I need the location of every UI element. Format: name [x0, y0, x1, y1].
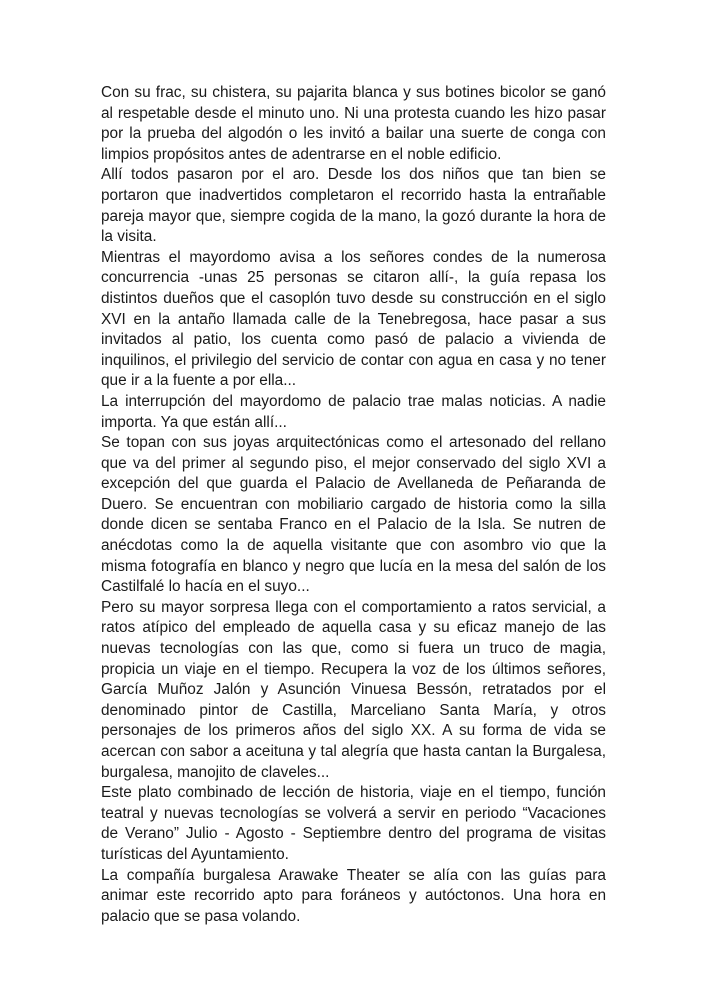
- paragraph-1: Con su frac, su chistera, su pajarita blanca y sus botines bicolor se ganó al respetable desde el minuto uno. Ni una protesta cuando les hizo pasar por la prueba del algodón o les invitó a bailar una suerte de conga con limpios propósitos antes de adentrarse en el noble edificio.: [101, 84, 606, 163]
- paragraph-4: La interrupción del mayordomo de palacio trae malas noticias. A nadie importa. Ya que están allí...: [101, 392, 606, 431]
- paragraph-6: Pero su mayor sorpresa llega con el comportamiento a ratos servicial, a ratos atípico del empleado de aquella casa y su eficaz manejo de las nuevas tecnologías con las que, como si fuera un truco de magia, propicia un viaje en el tiempo. Recupera la voz de los últimos señores, García Muñoz Jalón y Asunción Vinuesa Bessón, retratados por el denominado pintor de Castilla, Marceliano Santa María, y otros personajes de los primeros años del siglo XX. A su forma de vida se acercan con sabor a aceituna y tal alegría que hasta cantan la Burgalesa, burgalesa, manojito de claveles...: [101, 598, 606, 781]
- article-body: [101, 83, 606, 927]
- paragraph-7: Este plato combinado de lección de historia, viaje en el tiempo, función teatral y nuevas tecnologías se volverá a servir en periodo “Vacaciones de Verano” Julio - Agosto - Septiembre dentro del programa de visitas turísticas del Ayuntamiento.: [101, 784, 606, 863]
- paragraph-3: Mientras el mayordomo avisa a los señores condes de la numerosa concurrencia -unas 25 personas se citaron allí-, la guía repasa los distintos dueños que el casoplón tuvo desde su construcción en el siglo XVI en la antaño llamada calle de la Tenebregosa, hace pasar a sus invitados al patio, los cuenta como pasó de palacio a vivienda de inquilinos, el privilegio del servicio de contar con agua en casa y no tener que ir a la fuente a por ella...: [101, 248, 606, 390]
- paragraph-5: Se topan con sus joyas arquitectónicas como el artesonado del rellano que va del primer al segundo piso, el mejor conservado del siglo XVI a excepción del que guarda el Palacio de Avellaneda de Peñaranda de Duero. Se encuentran con mobiliario cargado de historia como la silla donde dicen se sentaba Franco en el Palacio de la Isla. Se nutren de anécdotas como la de aquella visitante que con asombro vio que la misma fotografía en blanco y negro que lucía en la mesa del salón de los Castilfalé lo hacía en el suyo...: [101, 434, 606, 596]
- paragraph-8: La compañía burgalesa Arawake Theater se alía con las guías para animar este recorrido apto para foráneos y autóctonos. Una hora en palacio que se pasa volando.: [101, 866, 606, 925]
- paragraph-2: Allí todos pasaron por el aro. Desde los dos niños que tan bien se portaron que inadvertidos completaron el recorrido hasta la entrañable pareja mayor que, siempre cogida de la mano, la gozó durante la hora de la visita.: [101, 166, 606, 246]
